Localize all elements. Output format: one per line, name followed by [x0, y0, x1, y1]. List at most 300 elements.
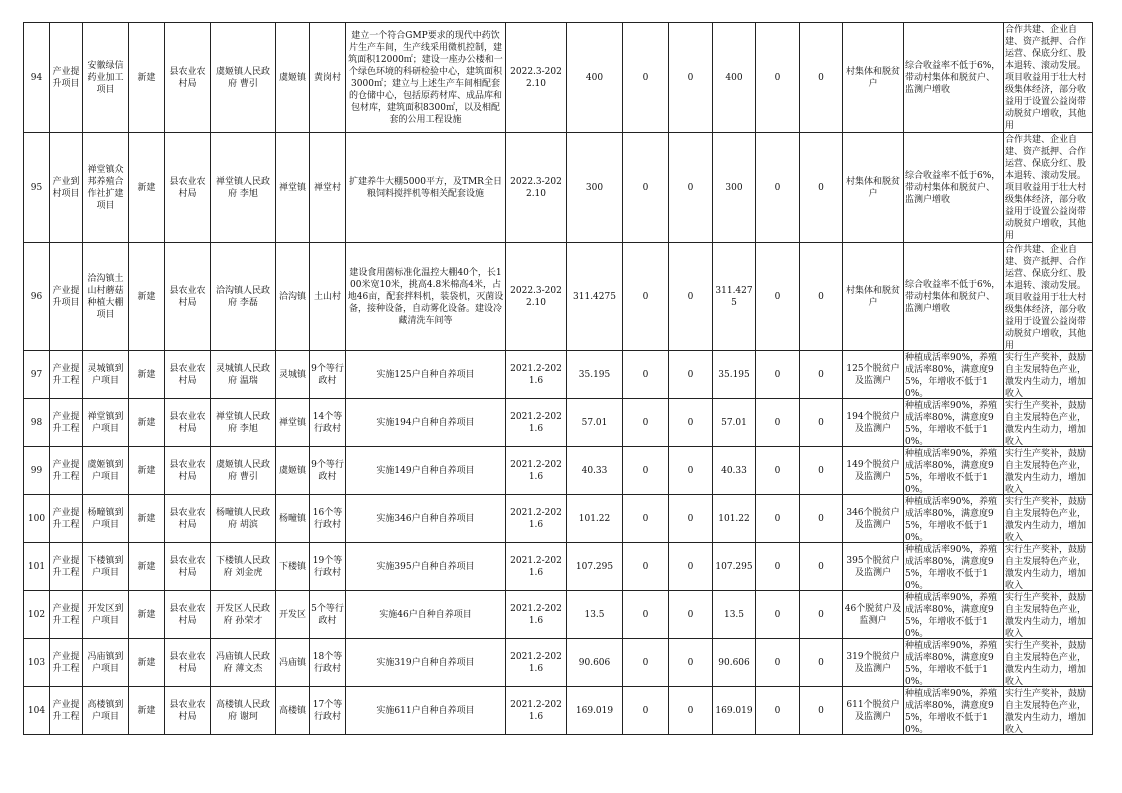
responsible-department: 县农业农村局 — [169, 555, 206, 578]
project-name-cell — [83, 351, 129, 399]
town-cell — [276, 243, 310, 351]
benefit-mechanism: 合作共建、企业自建、资产抵押、合作运营、保底分红、股本退转、滚动发展。项目收益用于壮大村级集体经济，部分收益用于设置公益岗带动脱贫户增收，其他用 — [1005, 24, 1087, 131]
performance-target-cell — [904, 447, 1004, 495]
benefit-mechanism-cell — [1004, 447, 1093, 495]
construction-content-cell — [346, 687, 506, 735]
responsible-department-cell — [165, 495, 211, 543]
self-raised-fund-cell — [800, 23, 843, 133]
table-row — [24, 243, 1093, 351]
loan-fund-cell — [756, 351, 800, 399]
project-name-cell — [83, 639, 129, 687]
village: 17个等行政村 — [312, 699, 343, 722]
construction-period: 2021.2-2021.6 — [510, 651, 562, 674]
loan-fund: 0 — [774, 369, 781, 380]
beneficiaries-cell — [843, 133, 904, 243]
benefit-mechanism-cell — [1004, 495, 1093, 543]
self-raised-fund-cell — [800, 133, 843, 243]
project-name: 高楼镇到户项目 — [87, 699, 124, 722]
implementing-unit: 下楼镇人民政府 刘金虎 — [215, 555, 270, 578]
provincial-fund: 0 — [687, 609, 694, 620]
loan-fund-cell — [756, 591, 800, 639]
self-raised-fund: 0 — [818, 182, 824, 193]
performance-target: 种植成活率90%，养殖成活率80%，满意度95%，年增收不低于10%。 — [905, 496, 998, 542]
village-cell — [310, 447, 346, 495]
project-type: 产业提升工程 — [52, 507, 80, 530]
self-raised-fund: 0 — [818, 609, 824, 620]
responsible-department-cell — [165, 591, 211, 639]
performance-target: 种植成活率90%，养殖成活率80%，满意度95%，年增收不低于10%。 — [905, 592, 998, 638]
total-investment-cell — [567, 447, 623, 495]
county-fund-cell — [713, 399, 756, 447]
row-number-cell — [24, 351, 50, 399]
provincial-fund-cell — [669, 351, 713, 399]
construction-period-cell — [506, 399, 567, 447]
provincial-fund-cell — [669, 639, 713, 687]
construction-period-cell — [506, 447, 567, 495]
row-number-cell — [24, 639, 50, 687]
project-name: 禅堂镇到户项目 — [87, 411, 124, 434]
central-fund-cell — [623, 495, 669, 543]
performance-target: 种植成活率90%，养殖成活率80%，满意度95%，年增收不低于10%。 — [905, 544, 998, 590]
beneficiaries-cell — [843, 543, 904, 591]
loan-fund: 0 — [774, 182, 781, 193]
implementing-unit-cell — [211, 23, 276, 133]
implementing-unit-cell — [211, 351, 276, 399]
project-name: 禅堂镇众邦养殖合作社扩建项目 — [87, 164, 124, 211]
village: 18个等行政村 — [312, 651, 343, 674]
project-type-cell — [50, 639, 83, 687]
project-name-cell — [83, 591, 129, 639]
construction-period: 2021.2-2021.6 — [510, 699, 562, 722]
central-fund: 0 — [642, 72, 649, 83]
self-raised-fund: 0 — [818, 369, 824, 380]
performance-target: 种植成活率90%，养殖成活率80%，满意度95%，年增收不低于10%。 — [905, 352, 998, 398]
construction-nature: 新建 — [137, 609, 156, 620]
implementing-unit-cell — [211, 591, 276, 639]
village-cell — [310, 639, 346, 687]
project-type: 产业提升项目 — [52, 66, 80, 89]
provincial-fund: 0 — [687, 291, 694, 302]
town: 高楼镇 — [278, 705, 306, 716]
provincial-fund: 0 — [687, 72, 694, 83]
benefit-mechanism-cell — [1004, 243, 1093, 351]
county-fund: 107.295 — [715, 561, 753, 572]
loan-fund-cell — [756, 639, 800, 687]
town: 下楼镇 — [278, 561, 306, 572]
provincial-fund-cell — [669, 543, 713, 591]
beneficiaries: 125个脱贫户及监测户 — [846, 363, 900, 386]
loan-fund-cell — [756, 399, 800, 447]
implementing-unit-cell — [211, 687, 276, 735]
project-name-cell — [83, 243, 129, 351]
town: 开发区 — [278, 609, 306, 620]
project-name: 下楼镇到户项目 — [87, 555, 124, 578]
construction-period: 2021.2-2021.6 — [510, 603, 562, 626]
village-cell — [310, 399, 346, 447]
project-name: 杨疃镇到户项目 — [87, 507, 124, 530]
self-raised-fund-cell — [800, 639, 843, 687]
village: 19个等行政村 — [312, 555, 343, 578]
construction-content-cell — [346, 23, 506, 133]
village: 黄岗村 — [313, 72, 341, 83]
construction-content-cell — [346, 591, 506, 639]
construction-content: 实施194户自种自养项目 — [376, 417, 475, 428]
provincial-fund-cell — [669, 399, 713, 447]
central-fund: 0 — [642, 291, 649, 302]
construction-nature: 新建 — [137, 72, 156, 83]
total-investment: 90.606 — [578, 657, 611, 668]
construction-content-cell — [346, 639, 506, 687]
row-number-cell — [24, 447, 50, 495]
construction-nature: 新建 — [137, 465, 156, 476]
construction-nature: 新建 — [137, 369, 156, 380]
responsible-department: 县农业农村局 — [169, 507, 206, 530]
construction-nature-cell — [129, 133, 165, 243]
total-investment: 35.195 — [578, 369, 611, 380]
project-name-cell — [83, 23, 129, 133]
village-cell — [310, 687, 346, 735]
village-cell — [310, 351, 346, 399]
row-number: 100 — [27, 513, 46, 524]
construction-content-cell — [346, 495, 506, 543]
project-type-cell — [50, 495, 83, 543]
central-fund-cell — [623, 399, 669, 447]
construction-content-cell — [346, 543, 506, 591]
row-number: 104 — [27, 705, 46, 716]
construction-period-cell — [506, 133, 567, 243]
project-type-cell — [50, 543, 83, 591]
table-row — [24, 591, 1093, 639]
responsible-department: 县农业农村局 — [169, 699, 206, 722]
loan-fund: 0 — [774, 417, 781, 428]
responsible-department: 县农业农村局 — [169, 651, 206, 674]
performance-target: 综合收益率不低于6%，带动村集体和脱贫户、监测户增收 — [905, 170, 1001, 205]
performance-target-cell — [904, 639, 1004, 687]
responsible-department-cell — [165, 243, 211, 351]
town: 洽沟镇 — [278, 291, 306, 302]
central-fund: 0 — [642, 369, 649, 380]
provincial-fund: 0 — [687, 513, 694, 524]
row-number: 96 — [30, 291, 43, 302]
town-cell — [276, 687, 310, 735]
performance-target-cell — [904, 351, 1004, 399]
town-cell — [276, 399, 310, 447]
project-name: 开发区到户项目 — [87, 603, 124, 626]
project-name: 虞姬镇到户项目 — [87, 459, 124, 482]
construction-content-cell — [346, 243, 506, 351]
total-investment-cell — [567, 243, 623, 351]
project-type-cell — [50, 23, 83, 133]
construction-nature: 新建 — [137, 291, 156, 302]
project-type: 产业提升工程 — [52, 651, 80, 674]
implementing-unit-cell — [211, 133, 276, 243]
project-type-cell — [50, 351, 83, 399]
construction-period: 2021.2-2021.6 — [510, 459, 562, 482]
implementing-unit-cell — [211, 543, 276, 591]
project-name-cell — [83, 447, 129, 495]
county-fund-cell — [713, 687, 756, 735]
beneficiaries: 346个脱贫户及监测户 — [846, 507, 900, 530]
self-raised-fund: 0 — [818, 513, 824, 524]
construction-nature-cell — [129, 23, 165, 133]
table-body — [24, 23, 1093, 735]
town: 禅堂镇 — [278, 417, 306, 428]
construction-nature: 新建 — [137, 705, 156, 716]
county-fund-cell — [713, 447, 756, 495]
loan-fund-cell — [756, 23, 800, 133]
implementing-unit: 冯庙镇人民政府 薄文杰 — [215, 651, 270, 674]
performance-target: 综合收益率不低于6%，带动村集体和脱贫户、监测户增收 — [905, 60, 1001, 95]
table-row — [24, 639, 1093, 687]
provincial-fund-cell — [669, 495, 713, 543]
construction-period-cell — [506, 351, 567, 399]
construction-nature: 新建 — [137, 513, 156, 524]
self-raised-fund-cell — [800, 447, 843, 495]
central-fund: 0 — [642, 561, 649, 572]
project-name-cell — [83, 495, 129, 543]
town-cell — [276, 639, 310, 687]
town: 虞姬镇 — [278, 465, 306, 476]
benefit-mechanism: 实行生产奖补，鼓励自主发展特色产业，激发内生动力，增加收入 — [1005, 352, 1087, 398]
performance-target: 种植成活率90%，养殖成活率80%，满意度95%，年增收不低于10%。 — [905, 640, 998, 686]
central-fund-cell — [623, 23, 669, 133]
performance-target-cell — [904, 23, 1004, 133]
total-investment-cell — [567, 639, 623, 687]
loan-fund: 0 — [774, 561, 781, 572]
construction-content-cell — [346, 447, 506, 495]
county-fund: 101.22 — [718, 513, 750, 524]
responsible-department: 县农业农村局 — [169, 363, 206, 386]
central-fund: 0 — [642, 705, 649, 716]
construction-content: 实施149户自种自养项目 — [376, 465, 475, 476]
responsible-department: 县农业农村局 — [169, 285, 206, 308]
project-type-cell — [50, 399, 83, 447]
beneficiaries-cell — [843, 591, 904, 639]
self-raised-fund: 0 — [818, 465, 824, 476]
benefit-mechanism: 合作共建、企业自建、资产抵押、合作运营、保底分红、股本退转、滚动发展。项目收益用于壮大村级集体经济，部分收益用于设置公益岗带动脱贫户增收，其他用 — [1005, 244, 1087, 350]
row-number: 95 — [30, 182, 43, 193]
self-raised-fund-cell — [800, 351, 843, 399]
construction-content: 建立一个符合GMP要求的现代中药饮片生产车间，生产线采用微机控制，建筑面积12000㎡；建设一座办公楼和一个绿色环境的科研检验中心，建筑面积3000㎡；建立与上述生产车间相配套的仓储中心，包括原药材库、成品库和包材库，建筑面积8300㎡，以及相配套的公用工程设施 — [348, 30, 503, 125]
benefit-mechanism: 实行生产奖补，鼓励自主发展特色产业，激发内生动力，增加收入 — [1005, 688, 1087, 734]
construction-period-cell — [506, 687, 567, 735]
central-fund-cell — [623, 351, 669, 399]
benefit-mechanism: 实行生产奖补，鼓励自主发展特色产业，激发内生动力，增加收入 — [1005, 448, 1087, 494]
construction-nature-cell — [129, 399, 165, 447]
benefit-mechanism-cell — [1004, 687, 1093, 735]
table-row — [24, 687, 1093, 735]
county-fund-cell — [713, 243, 756, 351]
total-investment-cell — [567, 543, 623, 591]
project-type-cell — [50, 591, 83, 639]
village: 9个等行政村 — [311, 459, 344, 482]
implementing-unit: 洽沟镇人民政府 李磊 — [215, 285, 270, 308]
central-fund-cell — [623, 639, 669, 687]
implementing-unit: 虞姬镇人民政府 曹引 — [215, 459, 270, 482]
beneficiaries-cell — [843, 687, 904, 735]
beneficiaries-cell — [843, 495, 904, 543]
responsible-department-cell — [165, 639, 211, 687]
provincial-fund: 0 — [687, 417, 694, 428]
central-fund: 0 — [642, 465, 649, 476]
loan-fund-cell — [756, 495, 800, 543]
total-investment: 40.33 — [581, 465, 608, 476]
town: 杨疃镇 — [278, 513, 306, 524]
construction-period: 2021.2-2021.6 — [510, 507, 562, 530]
performance-target-cell — [904, 133, 1004, 243]
total-investment: 107.295 — [575, 561, 614, 572]
county-fund-cell — [713, 591, 756, 639]
village: 禅堂村 — [313, 182, 341, 193]
county-fund-cell — [713, 639, 756, 687]
county-fund-cell — [713, 351, 756, 399]
row-number-cell — [24, 133, 50, 243]
village-cell — [310, 133, 346, 243]
loan-fund: 0 — [774, 72, 781, 83]
responsible-department: 县农业农村局 — [169, 603, 206, 626]
benefit-mechanism: 合作共建、企业自建、资产抵押、合作运营、保底分红、股本退转、滚动发展。项目收益用于壮大村级集体经济，部分收益用于设置公益岗带动脱贫户增收，其他用 — [1005, 134, 1087, 241]
project-name: 冯庙镇到户项目 — [87, 651, 124, 674]
loan-fund: 0 — [774, 465, 781, 476]
village: 9个等行政村 — [311, 363, 344, 386]
total-investment: 311.4275 — [573, 291, 616, 302]
benefit-mechanism: 实行生产奖补，鼓励自主发展特色产业，激发内生动力，增加收入 — [1005, 496, 1087, 542]
performance-target: 种植成活率90%，养殖成活率80%，满意度95%，年增收不低于10%。 — [905, 448, 998, 494]
village-cell — [310, 591, 346, 639]
construction-content: 实施346户自种自养项目 — [376, 513, 475, 524]
project-type: 产业提升项目 — [52, 285, 80, 308]
table-row — [24, 133, 1093, 243]
table-row — [24, 351, 1093, 399]
performance-target-cell — [904, 543, 1004, 591]
provincial-fund-cell — [669, 243, 713, 351]
responsible-department-cell — [165, 23, 211, 133]
implementing-unit-cell — [211, 639, 276, 687]
total-investment-cell — [567, 351, 623, 399]
loan-fund: 0 — [774, 609, 781, 620]
construction-content: 扩建养牛大棚5000平方，及TMR全日粮饲料搅拌机等相关配套设施 — [349, 176, 502, 199]
self-raised-fund: 0 — [818, 657, 824, 668]
county-fund: 13.5 — [723, 609, 745, 620]
beneficiaries-cell — [843, 23, 904, 133]
beneficiaries: 194个脱贫户及监测户 — [846, 411, 900, 434]
benefit-mechanism-cell — [1004, 23, 1093, 133]
responsible-department: 县农业农村局 — [169, 411, 206, 434]
table-row — [24, 23, 1093, 133]
row-number: 101 — [27, 561, 46, 572]
construction-content: 实施319户自种自养项目 — [376, 657, 475, 668]
loan-fund: 0 — [774, 705, 781, 716]
central-fund: 0 — [642, 182, 649, 193]
loan-fund: 0 — [774, 513, 781, 524]
construction-nature-cell — [129, 447, 165, 495]
county-fund: 90.606 — [718, 657, 750, 668]
row-number-cell — [24, 495, 50, 543]
loan-fund-cell — [756, 447, 800, 495]
project-type: 产业提升工程 — [52, 699, 80, 722]
row-number-cell — [24, 543, 50, 591]
central-fund-cell — [623, 543, 669, 591]
construction-content: 实施125户自种自养项目 — [376, 369, 475, 380]
performance-target-cell — [904, 687, 1004, 735]
beneficiaries: 319个脱贫户及监测户 — [846, 651, 900, 674]
provincial-fund: 0 — [687, 369, 694, 380]
responsible-department: 县农业农村局 — [169, 176, 206, 199]
beneficiaries: 村集体和脱贫户 — [845, 176, 900, 199]
row-number-cell — [24, 23, 50, 133]
project-type-cell — [50, 687, 83, 735]
performance-target: 综合收益率不低于6%，带动村集体和脱贫户、监测户增收 — [905, 279, 1001, 314]
project-type: 产业提升工程 — [52, 459, 80, 482]
construction-content-cell — [346, 351, 506, 399]
benefit-mechanism: 实行生产奖补，鼓励自主发展特色产业，激发内生动力，增加收入 — [1005, 400, 1087, 446]
construction-nature-cell — [129, 543, 165, 591]
row-number: 98 — [30, 417, 43, 428]
project-table — [23, 22, 1093, 735]
implementing-unit: 高楼镇人民政府 谢珂 — [215, 699, 270, 722]
construction-content: 实施611户自种自养项目 — [376, 705, 475, 716]
village: 14个等行政村 — [312, 411, 343, 434]
construction-nature-cell — [129, 639, 165, 687]
beneficiaries: 611个脱贫户及监测户 — [846, 699, 900, 722]
project-name: 安徽绿信药业加工项目 — [87, 60, 124, 95]
project-name-cell — [83, 687, 129, 735]
responsible-department: 县农业农村局 — [169, 66, 206, 89]
benefit-mechanism: 实行生产奖补，鼓励自主发展特色产业，激发内生动力，增加收入 — [1005, 544, 1087, 590]
central-fund-cell — [623, 447, 669, 495]
self-raised-fund-cell — [800, 543, 843, 591]
benefit-mechanism: 实行生产奖补，鼓励自主发展特色产业，激发内生动力，增加收入 — [1005, 592, 1087, 638]
county-fund: 57.01 — [721, 417, 747, 428]
total-investment: 169.019 — [575, 705, 614, 716]
implementing-unit-cell — [211, 399, 276, 447]
project-type: 产业提升工程 — [52, 411, 80, 434]
beneficiaries-cell — [843, 351, 904, 399]
project-type: 产业提升工程 — [52, 555, 80, 578]
village: 16个等行政村 — [312, 507, 343, 530]
row-number: 94 — [30, 72, 43, 83]
construction-nature-cell — [129, 591, 165, 639]
county-fund: 300 — [725, 182, 743, 193]
total-investment: 300 — [585, 182, 604, 193]
county-fund: 35.195 — [718, 369, 750, 380]
construction-period-cell — [506, 543, 567, 591]
beneficiaries: 村集体和脱贫户 — [845, 285, 900, 308]
beneficiaries: 395个脱贫户及监测户 — [846, 555, 900, 578]
construction-content: 建设食用菌标准化温控大棚40个，长100米宽10米，挑高4.8米棉高4米，占地46亩，配套拌料机，装袋机，灭菌设备，接种设备，自动雾化设备。建设冷藏清洗车间等 — [347, 267, 504, 326]
implementing-unit: 杨疃镇人民政府 胡滨 — [215, 507, 270, 530]
self-raised-fund: 0 — [818, 291, 824, 302]
provincial-fund: 0 — [687, 465, 694, 476]
loan-fund-cell — [756, 243, 800, 351]
provincial-fund-cell — [669, 687, 713, 735]
loan-fund-cell — [756, 687, 800, 735]
row-number-cell — [24, 687, 50, 735]
row-number: 102 — [27, 609, 46, 620]
self-raised-fund: 0 — [818, 417, 824, 428]
self-raised-fund-cell — [800, 399, 843, 447]
performance-target: 种植成活率90%，养殖成活率80%，满意度95%，年增收不低于10%。 — [905, 400, 998, 446]
construction-period: 2022.3-2022.10 — [510, 285, 562, 308]
benefit-mechanism-cell — [1004, 591, 1093, 639]
county-fund: 169.019 — [715, 705, 753, 716]
town-cell — [276, 591, 310, 639]
benefit-mechanism-cell — [1004, 543, 1093, 591]
implementing-unit: 虞姬镇人民政府 曹引 — [215, 66, 270, 89]
row-number: 99 — [30, 465, 43, 476]
benefit-mechanism: 实行生产奖补，鼓励自主发展特色产业，激发内生动力，增加收入 — [1005, 640, 1087, 686]
responsible-department-cell — [165, 399, 211, 447]
